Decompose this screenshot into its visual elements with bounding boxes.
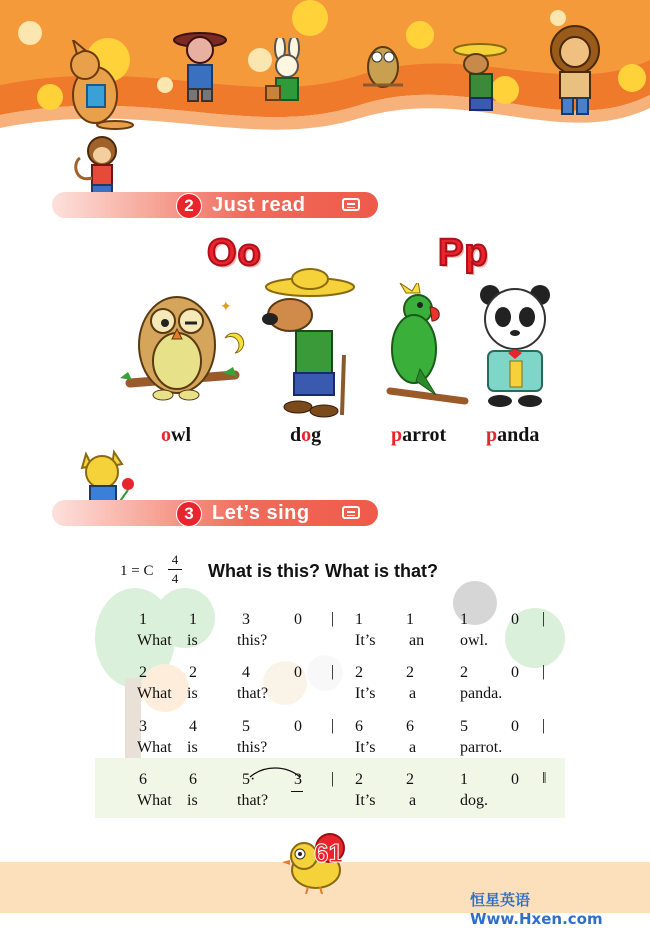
lyric-word: is <box>187 739 198 756</box>
note: 2 <box>355 664 363 681</box>
song-title: What is this? What is that? <box>208 561 438 581</box>
lyric-word: a <box>409 739 417 756</box>
bar-line: | <box>331 770 335 787</box>
lyric-word: It’s <box>355 685 376 702</box>
svg-text:✦: ✦ <box>220 299 232 315</box>
note: 1 <box>189 611 197 628</box>
word-dog: dog <box>290 424 322 446</box>
lyric-word: It’s <box>355 792 376 809</box>
note: 3 <box>242 611 250 628</box>
tie-mark <box>246 765 306 779</box>
section-title: Just read <box>212 194 306 216</box>
note: 1 <box>139 611 147 628</box>
lyric-word: is <box>187 632 198 649</box>
note: 6 <box>406 718 414 735</box>
note: 1 <box>355 611 363 628</box>
end-bar-line: | <box>542 663 546 680</box>
note: 2 <box>139 664 147 681</box>
lyric-word: owl. <box>460 632 488 649</box>
lyric-word: an <box>409 632 425 649</box>
note: 2 <box>189 664 197 681</box>
note: 2 <box>406 664 414 681</box>
eighth-note-underline <box>291 791 303 792</box>
brand-watermark: 恒星英语 Www.Hxen.com <box>470 891 603 928</box>
note: 1 <box>460 771 468 788</box>
section-number: 3 <box>176 501 202 527</box>
lyric-word: What <box>137 792 172 809</box>
lyric-word: is <box>187 685 198 702</box>
lyric-word: It’s <box>355 739 376 756</box>
lyric-word: a <box>409 685 417 702</box>
note: 5· <box>242 771 256 788</box>
lyric-word: What <box>137 739 172 756</box>
end-bar-line: | <box>542 610 546 627</box>
note: 0 <box>294 718 302 735</box>
word-panda: panda <box>486 424 540 446</box>
note: 0 <box>511 771 519 788</box>
note: 0 <box>511 664 519 681</box>
word-parrot: parrot <box>391 424 447 446</box>
letter-oo: Oo <box>207 232 262 274</box>
note: 6 <box>139 771 147 788</box>
note: 2 <box>406 771 414 788</box>
note: 1 <box>406 611 414 628</box>
note: 5 <box>242 718 250 735</box>
lyric-word: What <box>137 685 172 702</box>
letter-pp: Pp <box>438 232 489 274</box>
lyric-word: that? <box>237 792 269 809</box>
bar-line: | <box>331 717 335 734</box>
time-bottom: 4 <box>171 571 179 586</box>
lyric-word: It’s <box>355 632 376 649</box>
lyric-word: dog. <box>460 792 488 809</box>
bar-line: | <box>331 610 335 627</box>
note: 0 <box>294 611 302 628</box>
note: 3 <box>294 771 302 788</box>
note: 0 <box>511 611 519 628</box>
end-bar-line: ‖ <box>542 770 547 787</box>
word-owl: owl <box>161 424 191 446</box>
page-number: 61 <box>314 838 343 868</box>
bar-line: | <box>331 663 335 680</box>
lyric-word: this? <box>237 632 268 649</box>
section-title: Let’s sing <box>212 502 310 524</box>
note: 3 <box>139 718 147 735</box>
note: 6 <box>189 771 197 788</box>
lyric-word: is <box>187 792 198 809</box>
lyric-word: panda. <box>460 685 503 702</box>
lyric-word: that? <box>237 685 269 702</box>
note: 4 <box>242 664 250 681</box>
time-top: 4 <box>171 552 179 567</box>
song-key: 1 = C <box>120 563 154 579</box>
note: 5 <box>460 718 468 735</box>
note: 1 <box>460 611 468 628</box>
note: 4 <box>189 718 197 735</box>
note: 2 <box>460 664 468 681</box>
note: 2 <box>355 771 363 788</box>
note: 6 <box>355 718 363 735</box>
lyric-word: a <box>409 792 417 809</box>
lyric-word: What <box>137 632 172 649</box>
section-number: 2 <box>176 193 202 219</box>
note: 0 <box>511 718 519 735</box>
lyric-word: parrot. <box>460 739 503 756</box>
note: 0 <box>294 664 302 681</box>
end-bar-line: | <box>542 717 546 734</box>
lyric-word: this? <box>237 739 268 756</box>
